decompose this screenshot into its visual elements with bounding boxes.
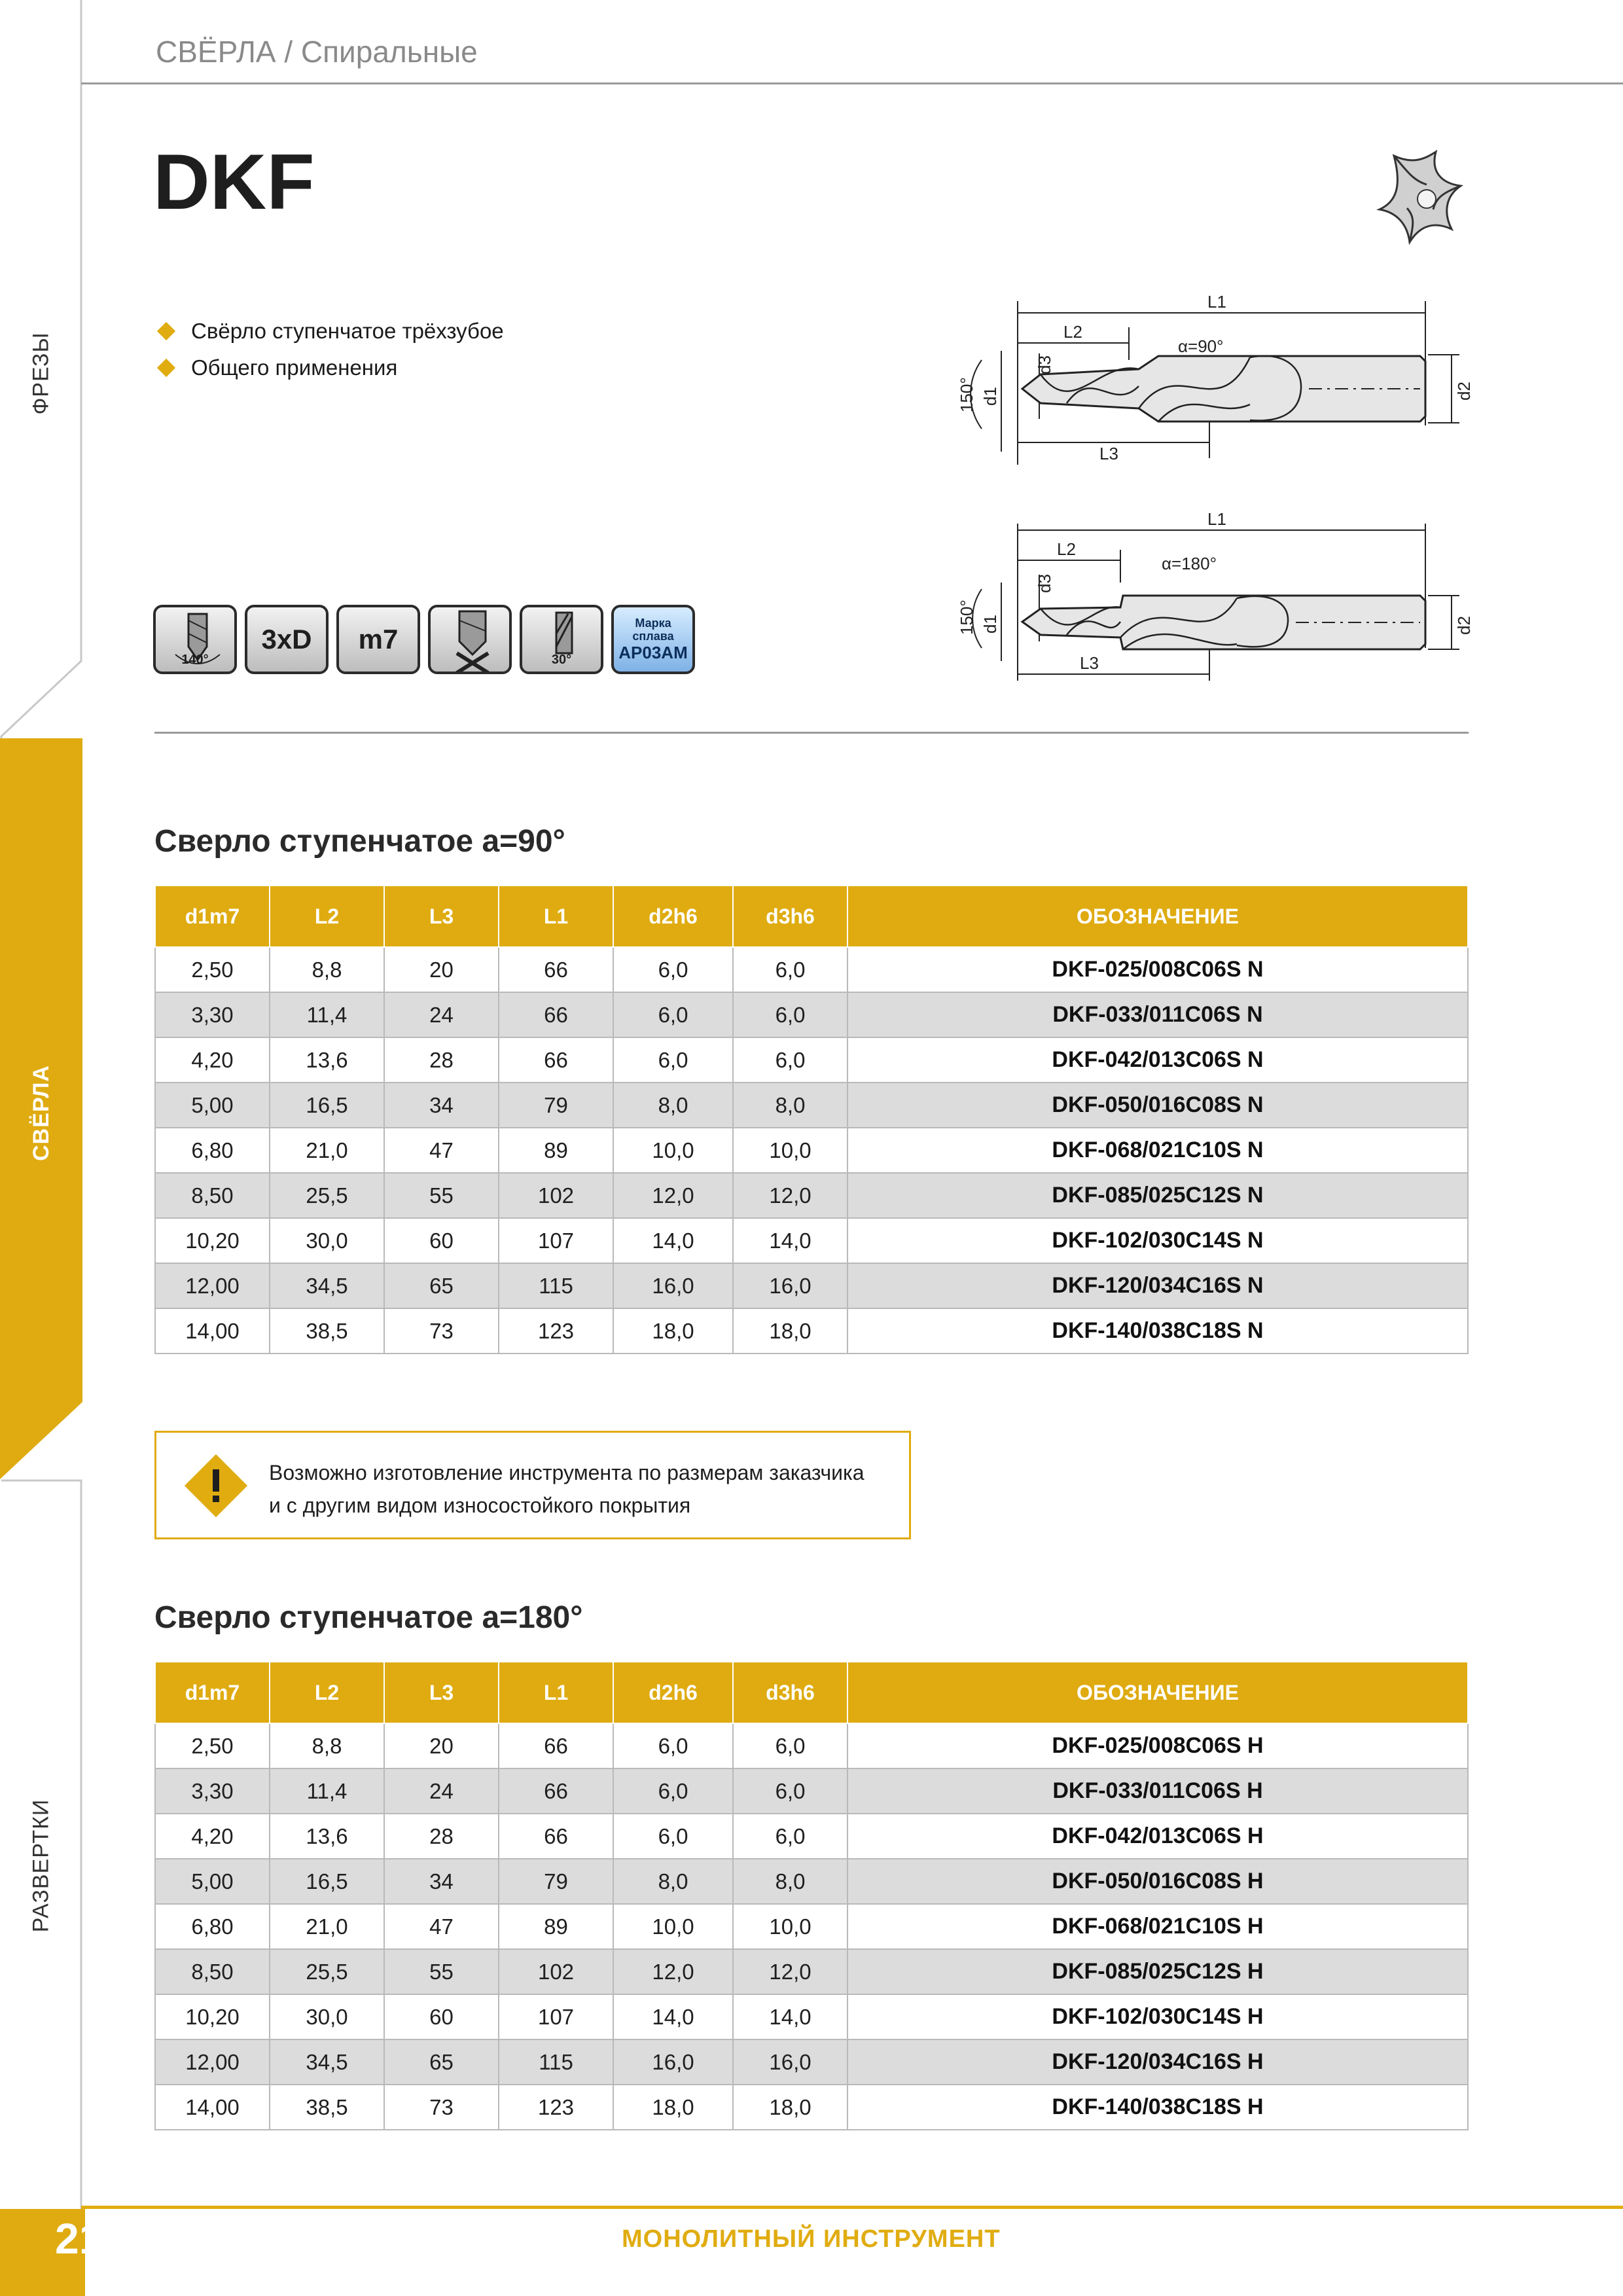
dimension-cell: 66 [499,1037,613,1083]
dimension-cell: 14,00 [155,1308,270,1354]
dimension-cell: 25,5 [270,1949,384,1994]
dimension-cell: 30,0 [270,1218,384,1263]
warning-icon [183,1452,249,1519]
designation-cell: DKF-085/025C12S H [847,1949,1468,1994]
dimension-cell: 13,6 [270,1814,384,1859]
dimension-cell: 6,0 [613,1814,733,1859]
table-row [155,947,1468,992]
dimension-cell: 66 [499,1723,613,1768]
dimension-cell: 38,5 [270,1308,384,1354]
dimension-cell: 102 [499,1949,613,1994]
table-row [155,1173,1468,1218]
table-180-body [155,1723,1468,2130]
table-row [155,1768,1468,1814]
dimension-cell: 6,0 [733,1037,847,1083]
column-header: L3 [384,886,499,947]
dimension-cell: 65 [384,2039,499,2085]
dimension-cell: 24 [384,992,499,1037]
designation-cell: DKF-120/034C16S H [847,2039,1468,2085]
dim-l3-label: L3 [1099,444,1118,463]
dimension-cell: 66 [499,1768,613,1814]
column-header: d3h6 [733,1662,847,1723]
feature-text: Свёрло ступенчатое трёхзубое [191,319,504,343]
notice-line1: Возможно изготовление инструмента по размерам заказчика [269,1461,865,1484]
dimension-cell: 20 [384,947,499,992]
column-header: L3 [384,1662,499,1723]
dimension-cell: 24 [384,1768,499,1814]
dimension-cell: 8,8 [270,1723,384,1768]
table-row [155,1859,1468,1904]
column-header: d1m7 [155,886,270,947]
three-flute-cross-section-icon [1368,145,1486,263]
dimension-cell: 14,0 [613,1994,733,2039]
dimension-cell: 25,5 [270,1173,384,1218]
dimension-cell: 30,0 [270,1994,384,2039]
designation-cell: DKF-050/016C08S H [847,1859,1468,1904]
dimension-cell: 66 [499,992,613,1037]
dimension-cell: 123 [499,2085,613,2130]
footer-divider [81,2206,1623,2209]
column-header: d2h6 [613,1662,733,1723]
feature-item [154,350,504,386]
dimension-cell: 16,0 [613,2039,733,2085]
notice-text [269,1456,865,1522]
designation-cell: DKF-140/038C18S N [847,1308,1468,1354]
dimension-cell: 5,00 [155,1083,270,1128]
dimension-cell: 8,50 [155,1949,270,1994]
table-header-row [155,1662,1468,1723]
grade-line2: сплава [632,629,674,643]
point-angle-caption: 140° [181,653,209,667]
dimension-cell: 18,0 [613,1308,733,1354]
dimension-cell: 16,0 [613,1263,733,1308]
section-tab-rail [0,0,82,2296]
section-divider [154,732,1469,734]
dimension-cell: 79 [499,1083,613,1128]
dimension-cell: 55 [384,1949,499,1994]
dimension-cell: 10,20 [155,1994,270,2039]
dim-d2-label: d2 [1454,382,1474,401]
dimension-cell: 55 [384,1173,499,1218]
dimension-cell: 6,80 [155,1128,270,1173]
designation-cell: DKF-140/038C18S H [847,2085,1468,2130]
dimension-cell: 10,0 [613,1128,733,1173]
dim-l2-label: L2 [1063,322,1082,342]
dim-point-angle-label: 150° [957,600,976,635]
dim-l1-label: L1 [1207,292,1226,312]
designation-cell: DKF-050/016C08S N [847,1083,1468,1128]
dim-alpha-label: α=180° [1162,554,1217,573]
dimension-cell: 60 [384,1218,499,1263]
table-header-row [155,886,1468,947]
dimension-cell: 38,5 [270,2085,384,2130]
dimension-cell: 10,0 [733,1904,847,1949]
dimension-cell: 6,0 [733,1768,847,1814]
helix-angle-caption: 30° [551,653,572,667]
designation-cell: DKF-033/011C06S N [847,992,1468,1037]
dimension-cell: 66 [499,1814,613,1859]
designation-cell: DKF-120/034C16S N [847,1263,1468,1308]
dimension-cell: 12,00 [155,1263,270,1308]
tolerance-m7-text: m7 [358,624,399,655]
column-header: L1 [499,1662,613,1723]
column-header: d1m7 [155,1662,270,1723]
footer-caption: МОНОЛИТНЫЙ ИНСТРУМЕНТ [622,2225,1001,2253]
dimension-cell: 115 [499,1263,613,1308]
feature-text: Общего применения [191,355,398,380]
dimension-cell: 14,00 [155,2085,270,2130]
product-title: DKF [153,138,315,226]
dimension-cell: 89 [499,1128,613,1173]
dimension-cell: 47 [384,1128,499,1173]
designation-cell: DKF-025/008C06S H [847,1723,1468,1768]
designation-cell: DKF-033/011C06S H [847,1768,1468,1814]
dimension-cell: 3,30 [155,1768,270,1814]
notice-line2: и с другим видом износостойкого покрытия [269,1494,691,1517]
dimension-cell: 12,0 [733,1949,847,1994]
dim-point-angle-label: 150° [957,377,976,412]
dimension-cell: 6,0 [613,1723,733,1768]
bullet-diamond-icon [157,322,175,340]
dim-d1-label: d1 [980,387,1000,406]
length-3xd-icon [245,605,329,674]
feature-list [154,313,504,386]
dimension-cell: 73 [384,1308,499,1354]
dim-d1-label: d1 [980,615,1000,634]
dimension-cell: 89 [499,1904,613,1949]
designation-cell: DKF-068/021C10S H [847,1904,1468,1949]
dimension-cell: 12,00 [155,2039,270,2085]
custom-order-notice [154,1431,911,1539]
carbide-grade-icon [611,605,695,674]
dimension-cell: 6,0 [733,1814,847,1859]
length-3xd-text: 3xD [261,624,312,655]
table-row [155,1037,1468,1083]
table-row [155,1128,1468,1173]
dimension-cell: 115 [499,2039,613,2085]
dimension-cell: 73 [384,2085,499,2130]
tab-sverla-label: СВЁРЛА [28,1064,54,1161]
dimension-cell: 11,4 [270,1768,384,1814]
helix-angle-30-icon [520,605,603,674]
dimension-cell: 6,0 [733,992,847,1037]
dimension-cell: 13,6 [270,1037,384,1083]
table-row [155,2039,1468,2085]
dimension-cell: 10,0 [613,1904,733,1949]
through-coolant-icon [428,605,512,674]
dimension-cell: 21,0 [270,1128,384,1173]
column-header: ОБОЗНАЧЕНИЕ [847,1662,1468,1723]
dimension-cell: 6,0 [613,1768,733,1814]
dimension-cell: 14,0 [733,1994,847,2039]
table-row [155,1263,1468,1308]
dim-d3-label: d3 [1035,574,1054,593]
dim-l1-label: L1 [1207,511,1226,529]
dimension-cell: 5,00 [155,1859,270,1904]
designation-cell: DKF-042/013C06S N [847,1037,1468,1083]
breadcrumb: СВЁРЛА / Спиральные [156,35,478,69]
table-row [155,1723,1468,1768]
tab-frezy[interactable] [0,308,82,439]
dim-alpha-label: α=90° [1178,336,1224,356]
feature-item [154,313,504,350]
dimension-cell: 47 [384,1904,499,1949]
dimension-cell: 2,50 [155,947,270,992]
dimension-cell: 16,5 [270,1083,384,1128]
dimension-cell: 107 [499,1218,613,1263]
table-row [155,1994,1468,2039]
dimension-cell: 6,80 [155,1904,270,1949]
step-drill-90-diagram [942,288,1479,471]
tab-frezy-label: ФРЕЗЫ [28,331,54,415]
designation-cell: DKF-042/013C06S H [847,1814,1468,1859]
dimension-cell: 8,0 [613,1859,733,1904]
designation-cell: DKF-085/025C12S N [847,1173,1468,1218]
table-90-title: Сверло ступенчатое a=90° [154,824,565,859]
dimension-cell: 6,0 [733,947,847,992]
dimension-cell: 4,20 [155,1037,270,1083]
tab-razvertki[interactable] [0,1780,82,1950]
dimension-cell: 66 [499,947,613,992]
dimension-cell: 21,0 [270,1904,384,1949]
dimension-cell: 18,0 [733,1308,847,1354]
dim-d3-label: d3 [1035,355,1054,374]
table-180-title: Сверло ступенчатое a=180° [154,1600,583,1635]
column-header: d3h6 [733,886,847,947]
dimension-cell: 102 [499,1173,613,1218]
dimension-cell: 34 [384,1859,499,1904]
dimension-cell: 12,0 [613,1949,733,1994]
dimension-cell: 34,5 [270,1263,384,1308]
table-row [155,1949,1468,1994]
bullet-diamond-icon [157,359,175,377]
dimension-cell: 123 [499,1308,613,1354]
dimension-cell: 6,0 [613,992,733,1037]
dimension-cell: 28 [384,1037,499,1083]
grade-line1: Марка [635,616,671,630]
dimension-cell: 18,0 [733,2085,847,2130]
table-row [155,1083,1468,1128]
dimension-cell: 18,0 [613,2085,733,2130]
column-header: L2 [270,1662,384,1723]
table-90 [154,885,1469,1354]
dimension-cell: 6,0 [613,947,733,992]
dimension-cell: 8,50 [155,1173,270,1218]
designation-cell: DKF-102/030C14S H [847,1994,1468,2039]
table-90-body [155,947,1468,1354]
tolerance-m7-icon [336,605,420,674]
column-header: ОБОЗНАЧЕНИЕ [847,886,1468,947]
dimension-cell: 34 [384,1083,499,1128]
dimension-cell: 20 [384,1723,499,1768]
dimension-cell: 10,20 [155,1218,270,1263]
dimension-cell: 65 [384,1263,499,1308]
tab-sverla[interactable] [0,1047,82,1178]
dim-l3-label: L3 [1080,653,1099,673]
dimension-cell: 4,20 [155,1814,270,1859]
dimension-cell: 2,50 [155,1723,270,1768]
grade-code: AP03AM [618,642,688,662]
dimension-cell: 6,0 [733,1723,847,1768]
dimension-cell: 28 [384,1814,499,1859]
table-180 [154,1661,1469,2130]
table-row [155,1218,1468,1263]
dimension-cell: 12,0 [613,1173,733,1218]
dimension-cell: 14,0 [733,1218,847,1263]
designation-cell: DKF-068/021C10S N [847,1128,1468,1173]
page-number: 210 [55,2214,128,2263]
dimension-cell: 10,0 [733,1128,847,1173]
designation-cell: DKF-025/008C06S N [847,947,1468,992]
dim-d2-label: d2 [1454,616,1474,635]
dimension-cell: 8,0 [613,1083,733,1128]
dimension-cell: 16,5 [270,1859,384,1904]
table-row [155,1904,1468,1949]
dimension-cell: 79 [499,1859,613,1904]
dimension-cell: 11,4 [270,992,384,1037]
dim-l2-label: L2 [1057,539,1076,559]
dimension-cell: 16,0 [733,2039,847,2085]
spec-icon-row [153,605,695,674]
dimension-cell: 107 [499,1994,613,2039]
table-row [155,2085,1468,2130]
dimension-cell: 12,0 [733,1173,847,1218]
dimension-cell: 8,0 [733,1083,847,1128]
tab-razvertki-label: РАЗВЕРТКИ [28,1799,54,1932]
dimension-cell: 14,0 [613,1218,733,1263]
dimension-cell: 8,0 [733,1859,847,1904]
column-header: L1 [499,886,613,947]
point-angle-140-icon [153,605,237,674]
dimension-cell: 60 [384,1994,499,2039]
column-header: L2 [270,886,384,947]
dimension-cell: 6,0 [613,1037,733,1083]
table-row [155,992,1468,1037]
dimension-cell: 3,30 [155,992,270,1037]
table-row [155,1308,1468,1354]
dimension-cell: 34,5 [270,2039,384,2085]
designation-cell: DKF-102/030C14S N [847,1218,1468,1263]
step-drill-180-diagram [942,511,1479,694]
column-header: d2h6 [613,886,733,947]
table-row [155,1814,1468,1859]
dimension-cell: 8,8 [270,947,384,992]
dimension-cell: 16,0 [733,1263,847,1308]
header-divider [81,82,1623,84]
